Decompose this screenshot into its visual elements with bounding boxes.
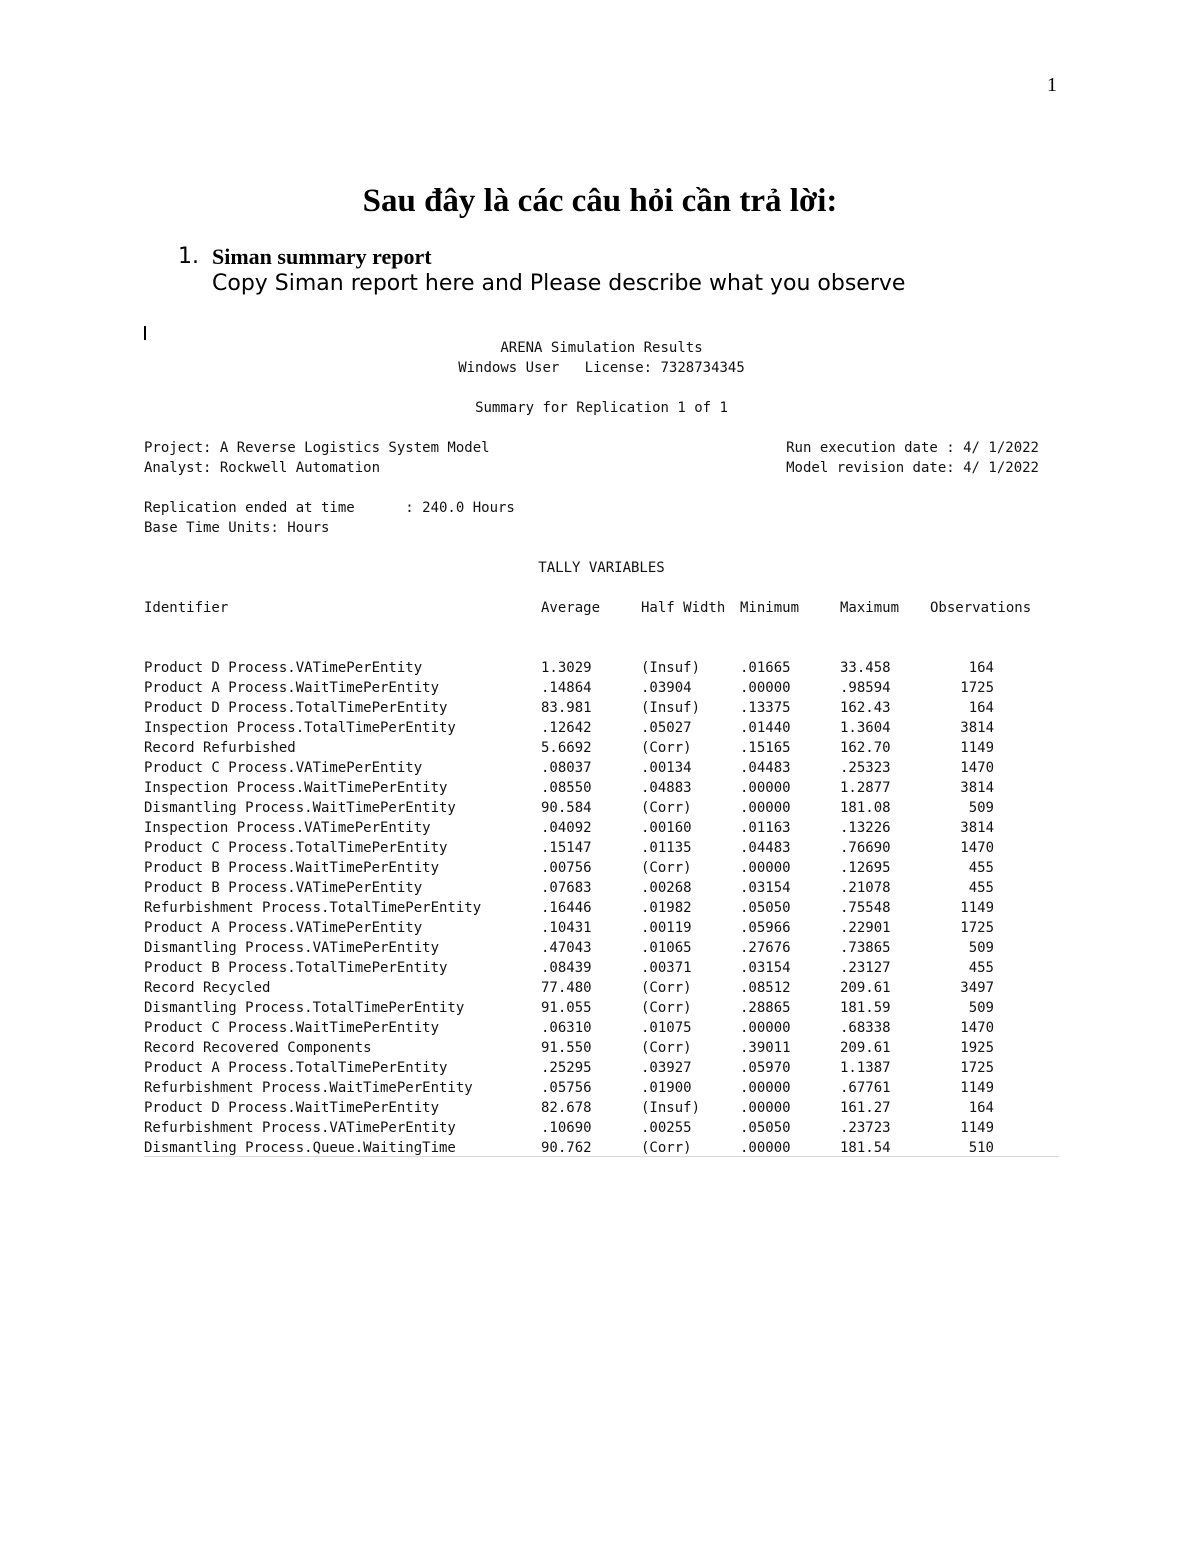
cell-half-width: .01065 (641, 940, 692, 956)
question-title: Siman summary report (212, 244, 432, 269)
cell-observations: 1149 (960, 1120, 994, 1136)
cell-average: .14864 (541, 680, 592, 696)
cell-half-width: .01900 (641, 1080, 692, 1096)
cell-average: 5.6692 (541, 740, 592, 756)
column-header-half-width: Half Width (641, 600, 726, 616)
cell-minimum: .39011 (740, 1040, 791, 1056)
cell-identifier: Dismantling Process.VATimePerEntity (144, 940, 440, 956)
tally-row (144, 758, 1059, 778)
cell-minimum: .00000 (740, 800, 791, 816)
cell-observations: 510 (968, 1140, 994, 1156)
cell-half-width: .05027 (641, 720, 692, 736)
cell-half-width: (Corr) (641, 1000, 692, 1016)
cell-identifier: Product A Process.VATimePerEntity (144, 920, 423, 936)
cell-average: .07683 (541, 880, 592, 896)
tally-row (144, 658, 1059, 678)
cell-average: .06310 (541, 1020, 592, 1036)
cell-identifier: Product B Process.WaitTimePerEntity (144, 860, 440, 876)
cell-maximum: 1.2877 (840, 780, 891, 796)
tally-row (144, 738, 1059, 758)
cell-observations: 3814 (960, 720, 994, 736)
cell-observations: 1470 (960, 840, 994, 856)
cell-minimum: .05966 (740, 920, 791, 936)
tally-row (144, 998, 1059, 1018)
cell-maximum: 162.70 (840, 740, 891, 756)
cell-maximum: 209.61 (840, 980, 891, 996)
cell-observations: 164 (968, 660, 994, 676)
cell-minimum: .01163 (740, 820, 791, 836)
cell-identifier: Product D Process.WaitTimePerEntity (144, 1100, 440, 1116)
cell-minimum: .03154 (740, 880, 791, 896)
cell-average: 83.981 (541, 700, 592, 716)
cell-observations: 1725 (960, 920, 994, 936)
cell-average: .12642 (541, 720, 592, 736)
tally-row (144, 1018, 1059, 1038)
siman-report (144, 338, 1059, 1158)
cell-minimum: .05050 (740, 1120, 791, 1136)
cell-maximum: 162.43 (840, 700, 891, 716)
cell-maximum: 1.1387 (840, 1060, 891, 1076)
tally-row (144, 918, 1059, 938)
cell-average: 90.762 (541, 1140, 592, 1156)
cell-identifier: Product C Process.VATimePerEntity (144, 760, 423, 776)
cell-average: .15147 (541, 840, 592, 856)
cell-half-width: .03904 (641, 680, 692, 696)
tally-row (144, 1038, 1059, 1058)
tally-row (144, 698, 1059, 718)
column-header-identifier: Identifier (144, 600, 229, 616)
cell-identifier: Record Recovered Components (144, 1040, 372, 1056)
cell-observations: 1725 (960, 680, 994, 696)
column-header-minimum: Minimum (740, 600, 800, 616)
cell-observations: 3814 (960, 820, 994, 836)
cell-minimum: .08512 (740, 980, 791, 996)
cell-average: .47043 (541, 940, 592, 956)
cell-observations: 164 (968, 700, 994, 716)
cell-average: 90.584 (541, 800, 592, 816)
report-run-date: Run execution date : 4/ 1/2022 (786, 440, 1039, 456)
cell-average: .08550 (541, 780, 592, 796)
cell-minimum: .00000 (740, 1020, 791, 1036)
cell-minimum: .28865 (740, 1000, 791, 1016)
page-number: 1 (1047, 74, 1057, 96)
report-project: Project: A Reverse Logistics System Model (144, 440, 490, 456)
cell-half-width: .03927 (641, 1060, 692, 1076)
cell-average: 1.3029 (541, 660, 592, 676)
cell-average: .05756 (541, 1080, 592, 1096)
column-header-average: Average (541, 600, 601, 616)
cell-half-width: .00268 (641, 880, 692, 896)
cell-half-width: .00119 (641, 920, 692, 936)
cell-maximum: .76690 (840, 840, 891, 856)
cell-average: 82.678 (541, 1100, 592, 1116)
cell-minimum: .04483 (740, 840, 791, 856)
report-analyst: Analyst: Rockwell Automation (144, 460, 381, 476)
cell-average: 91.055 (541, 1000, 592, 1016)
cell-observations: 1470 (960, 1020, 994, 1036)
report-summary: Summary for Replication 1 of 1 (475, 400, 728, 416)
tally-row (144, 798, 1059, 818)
tally-row (144, 1118, 1059, 1138)
cell-half-width: .01075 (641, 1020, 692, 1036)
cell-half-width: (Corr) (641, 1040, 692, 1056)
cell-half-width: .00160 (641, 820, 692, 836)
cell-observations: 1149 (960, 900, 994, 916)
tally-row (144, 678, 1059, 698)
question-description: Copy Siman report here and Please describe what you observe (212, 271, 906, 296)
cell-observations: 509 (968, 940, 994, 956)
cell-observations: 1725 (960, 1060, 994, 1076)
tally-row (144, 938, 1059, 958)
cell-identifier: Product B Process.VATimePerEntity (144, 880, 423, 896)
cell-half-width: (Insuf) (641, 1100, 701, 1116)
cell-maximum: 161.27 (840, 1100, 891, 1116)
cell-identifier: Product D Process.VATimePerEntity (144, 660, 423, 676)
cell-identifier: Product A Process.TotalTimePerEntity (144, 1060, 448, 1076)
cell-maximum: .13226 (840, 820, 891, 836)
cell-identifier: Product D Process.TotalTimePerEntity (144, 700, 448, 716)
cell-minimum: .03154 (740, 960, 791, 976)
cell-maximum: 181.59 (840, 1000, 891, 1016)
cell-minimum: .01665 (740, 660, 791, 676)
cell-identifier: Product A Process.WaitTimePerEntity (144, 680, 440, 696)
cell-observations: 509 (968, 800, 994, 816)
tally-row (144, 1098, 1059, 1118)
cell-half-width: (Insuf) (641, 700, 701, 716)
cell-average: 77.480 (541, 980, 592, 996)
cell-average: .08439 (541, 960, 592, 976)
cell-maximum: 209.61 (840, 1040, 891, 1056)
cell-half-width: (Corr) (641, 860, 692, 876)
tally-row (144, 778, 1059, 798)
cell-maximum: .12695 (840, 860, 891, 876)
cell-minimum: .15165 (740, 740, 791, 756)
cell-identifier: Record Refurbished (144, 740, 296, 756)
cell-half-width: (Corr) (641, 1140, 692, 1156)
tally-row (144, 1078, 1059, 1098)
tally-row (144, 978, 1059, 998)
cell-half-width: (Insuf) (641, 660, 701, 676)
cell-half-width: .00255 (641, 1120, 692, 1136)
cell-half-width: (Corr) (641, 740, 692, 756)
column-header-observations: Observations (930, 600, 1032, 616)
cell-identifier: Refurbishment Process.VATimePerEntity (144, 1120, 456, 1136)
tally-row (144, 1058, 1059, 1078)
cell-half-width: .01982 (641, 900, 692, 916)
tally-row (144, 898, 1059, 918)
tally-row (144, 1138, 1059, 1158)
cell-maximum: 181.54 (840, 1140, 891, 1156)
report-section-title: TALLY VARIABLES (538, 560, 665, 576)
cell-half-width: (Corr) (641, 800, 692, 816)
cell-identifier: Dismantling Process.TotalTimePerEntity (144, 1000, 465, 1016)
page-heading: Sau đây là các câu hỏi cần trả lời: (362, 183, 838, 219)
cell-observations: 1925 (960, 1040, 994, 1056)
cell-observations: 1149 (960, 1080, 994, 1096)
cell-maximum: 33.458 (840, 660, 891, 676)
cell-observations: 509 (968, 1000, 994, 1016)
cell-minimum: .00000 (740, 860, 791, 876)
cell-average: .00756 (541, 860, 592, 876)
tally-header-row (144, 598, 1059, 618)
cell-identifier: Product C Process.TotalTimePerEntity (144, 840, 448, 856)
cell-identifier: Inspection Process.WaitTimePerEntity (144, 780, 448, 796)
cell-minimum: .00000 (740, 1080, 791, 1096)
cell-maximum: .23723 (840, 1120, 891, 1136)
cell-average: .10690 (541, 1120, 592, 1136)
cell-minimum: .27676 (740, 940, 791, 956)
tally-row (144, 878, 1059, 898)
tally-row (144, 858, 1059, 878)
cell-minimum: .01440 (740, 720, 791, 736)
cell-maximum: .75548 (840, 900, 891, 916)
cell-maximum: .67761 (840, 1080, 891, 1096)
cell-half-width: .00134 (641, 760, 692, 776)
cell-observations: 455 (968, 860, 994, 876)
cell-identifier: Product C Process.WaitTimePerEntity (144, 1020, 440, 1036)
cell-maximum: 1.3604 (840, 720, 891, 736)
cell-minimum: .13375 (740, 700, 791, 716)
cell-half-width: .00371 (641, 960, 692, 976)
report-replication-ended: Replication ended at time : 240.0 Hours (144, 500, 515, 516)
cell-average: .25295 (541, 1060, 592, 1076)
cell-minimum: .05050 (740, 900, 791, 916)
question-number: 1. (178, 244, 199, 269)
cell-average: 91.550 (541, 1040, 592, 1056)
cell-maximum: .21078 (840, 880, 891, 896)
cell-identifier: Refurbishment Process.TotalTimePerEntity (144, 900, 482, 916)
tally-row (144, 958, 1059, 978)
tally-row (144, 718, 1059, 738)
cell-identifier: Record Recycled (144, 980, 271, 996)
cell-minimum: .05970 (740, 1060, 791, 1076)
cell-half-width: .01135 (641, 840, 692, 856)
cell-identifier: Refurbishment Process.WaitTimePerEntity (144, 1080, 473, 1096)
tally-row (144, 818, 1059, 838)
cell-minimum: .00000 (740, 1140, 791, 1156)
report-model-date: Model revision date: 4/ 1/2022 (786, 460, 1039, 476)
cell-observations: 3814 (960, 780, 994, 796)
report-title: ARENA Simulation Results (500, 340, 703, 356)
tally-row (144, 838, 1059, 858)
cell-maximum: .22901 (840, 920, 891, 936)
cell-maximum: 181.08 (840, 800, 891, 816)
cell-maximum: .73865 (840, 940, 891, 956)
cell-identifier: Inspection Process.TotalTimePerEntity (144, 720, 456, 736)
cell-observations: 3497 (960, 980, 994, 996)
column-header-maximum: Maximum (840, 600, 900, 616)
cell-minimum: .00000 (740, 780, 791, 796)
report-base-units: Base Time Units: Hours (144, 520, 330, 536)
cell-observations: 455 (968, 880, 994, 896)
cell-average: .04092 (541, 820, 592, 836)
cell-minimum: .00000 (740, 680, 791, 696)
cell-maximum: .25323 (840, 760, 891, 776)
cell-half-width: (Corr) (641, 980, 692, 996)
cell-average: .16446 (541, 900, 592, 916)
cell-observations: 1470 (960, 760, 994, 776)
cell-identifier: Product B Process.TotalTimePerEntity (144, 960, 448, 976)
cell-identifier: Inspection Process.VATimePerEntity (144, 820, 431, 836)
cell-maximum: .68338 (840, 1020, 891, 1036)
cell-identifier: Dismantling Process.WaitTimePerEntity (144, 800, 456, 816)
cell-observations: 1149 (960, 740, 994, 756)
cell-observations: 455 (968, 960, 994, 976)
report-bottom-rule (144, 1156, 1059, 1157)
cell-maximum: .98594 (840, 680, 891, 696)
cell-average: .10431 (541, 920, 592, 936)
cell-identifier: Dismantling Process.Queue.WaitingTime (144, 1140, 456, 1156)
cell-minimum: .00000 (740, 1100, 791, 1116)
cell-observations: 164 (968, 1100, 994, 1116)
cell-average: .08037 (541, 760, 592, 776)
report-user-line: Windows User License: 7328734345 (458, 360, 745, 376)
cell-half-width: .04883 (641, 780, 692, 796)
cell-maximum: .23127 (840, 960, 891, 976)
cell-minimum: .04483 (740, 760, 791, 776)
